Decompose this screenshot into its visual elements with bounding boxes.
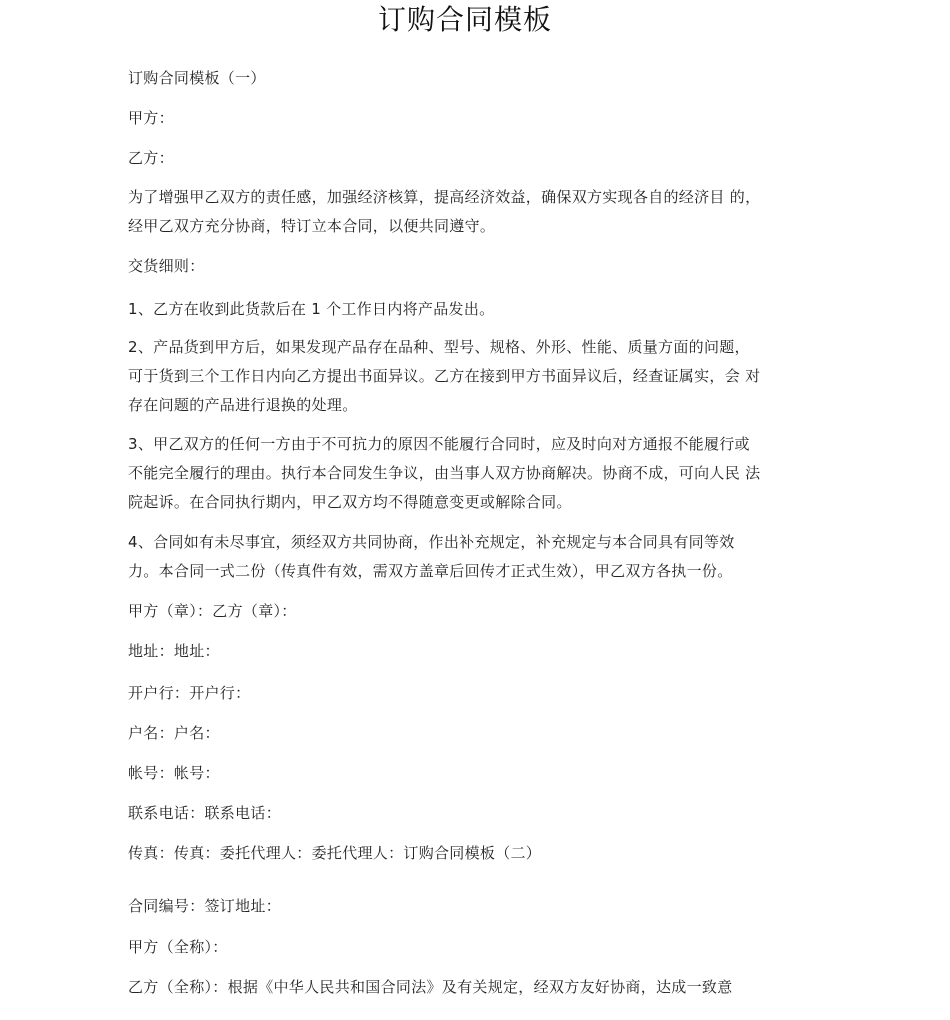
party-b-line: 乙方：	[128, 149, 174, 167]
account-number-line: 帐号：帐号：	[128, 764, 220, 782]
clause-4-line-1: 4、合同如有未尽事宜，须经双方共同协商，作出补充规定，补充规定与本合同具有同等效	[128, 533, 735, 551]
preamble-line-1: 为了增强甲乙双方的责任感，加强经济核算，提高经济效益，确保双方实现各自的经济目 的，	[128, 188, 761, 206]
clause-2-line-1: 2、产品货到甲方后，如果发现产品存在品种、型号、规格、外形、性能、质量方面的问题，	[128, 338, 750, 356]
clause-3-line-2: 不能完全履行的理由。执行本合同发生争议，由当事人双方协商解决。协商不成，可向人民 法	[128, 464, 761, 482]
preamble-line-2: 经甲乙双方充分协商，特订立本合同，以便共同遵守。	[128, 217, 496, 235]
party-a-fullname-line: 甲方（全称）：	[128, 938, 228, 956]
contract-number-line: 合同编号：签订地址：	[128, 897, 282, 915]
address-line: 地址：地址：	[128, 642, 220, 660]
clause-3-line-1: 3、甲乙双方的任何一方由于不可抗力的原因不能履行合同时，应及时向对方通报不能履行或	[128, 435, 750, 453]
clause-3-line-3: 院起诉。在合同执行期内，甲乙双方均不得随意变更或解除合同。	[128, 493, 572, 511]
account-name-line: 户名：户名：	[128, 724, 220, 742]
party-a-line: 甲方：	[128, 109, 174, 127]
seal-line: 甲方（章）：乙方（章）：	[128, 602, 297, 620]
delivery-rules-heading: 交货细则：	[128, 257, 205, 275]
phone-line: 联系电话：联系电话：	[128, 804, 282, 822]
bank-line: 开户行：开户行：	[128, 684, 251, 702]
clause-1-line: 1、乙方在收到此货款后在 1 个工作日内将产品发出。	[128, 300, 495, 318]
party-b-fullname-line: 乙方（全称）：根据《中华人民共和国合同法》及有关规定，经双方友好协商，达成一致意	[128, 978, 733, 996]
clause-2-line-2: 可于货到三个工作日内向乙方提出书面异议。乙方在接到甲方书面异议后，经查证属实，会 对	[128, 367, 761, 385]
section-heading-template-1: 订购合同模板（一）	[128, 69, 266, 87]
fax-agent-line: 传真：传真：委托代理人：委托代理人：订购合同模板（二）	[128, 844, 542, 862]
document-title: 订购合同模板	[377, 3, 552, 36]
clause-4-line-2: 力。本合同一式二份（传真件有效，需双方盖章后回传才正式生效），甲乙双方各执一份。	[128, 562, 733, 580]
clause-2-line-3: 存在问题的产品进行退换的处理。	[128, 396, 358, 414]
